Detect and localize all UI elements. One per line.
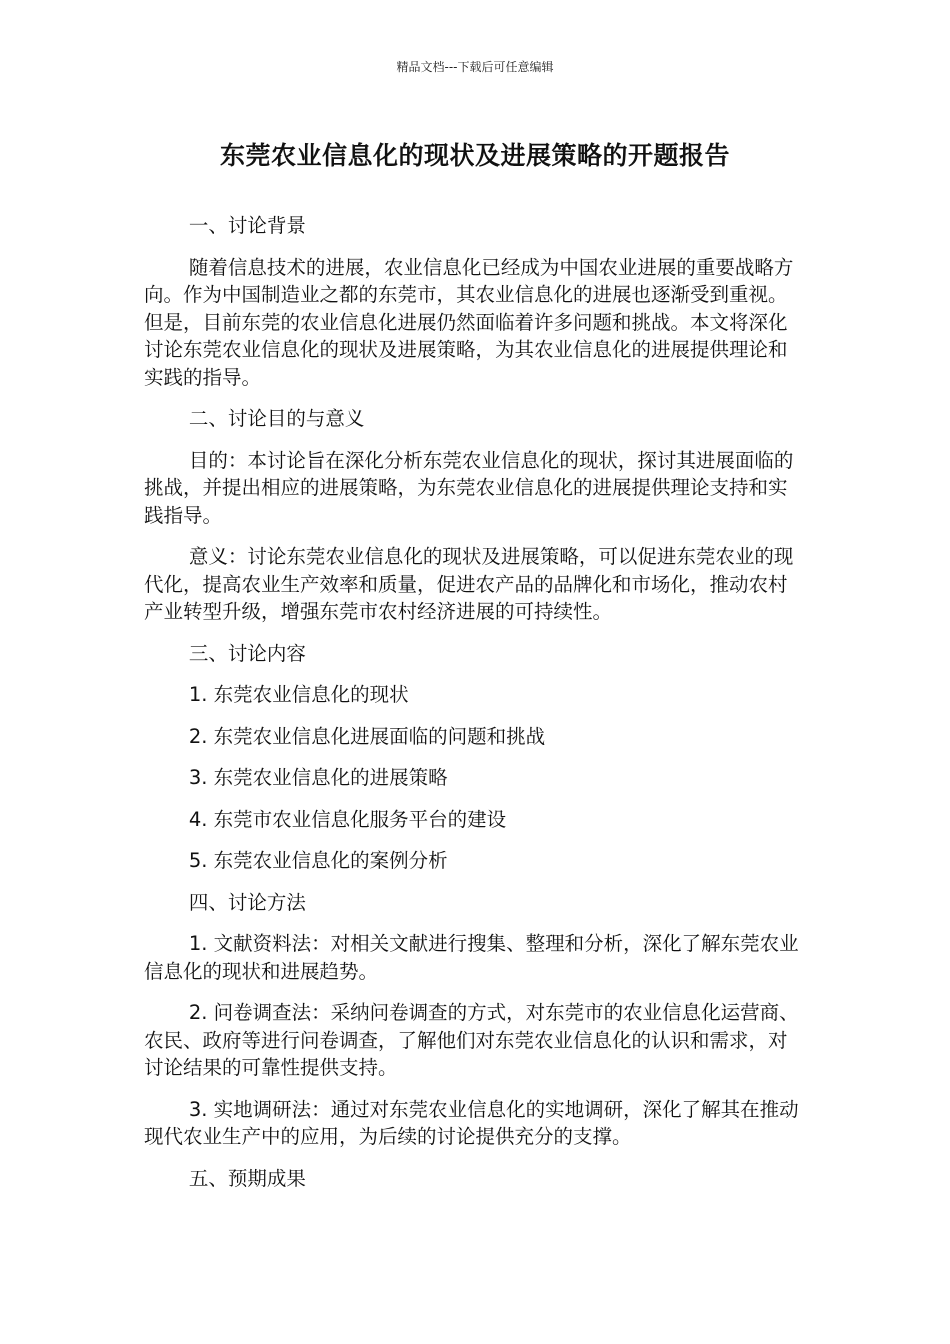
paragraph-significance: 意义：讨论东莞农业信息化的现状及进展策略，可以促进东莞农业的现代化，提高农业生产效率和质量，促进农产品的品牌化和市场化，推动农村产业转型升级，增强东莞市农村经济进展的可持续性。 [144, 545, 794, 623]
method-item: 3. 实地调研法：通过对东莞农业信息化的实地调研，深化了解其在推动现代农业生产中的应用，为后续的讨论提供充分的支撑。 [144, 1097, 799, 1148]
method-item: 1. 文献资料法：对相关文献进行搜集、整理和分析，深化了解东莞农业信息化的现状和进展趋势。 [144, 932, 799, 983]
section-heading-methods: 四、讨论方法 [188, 890, 306, 914]
list-item: 5. 东莞农业信息化的案例分析 [188, 849, 448, 872]
paragraph-background: 随着信息技术的进展，农业信息化已经成为中国农业进展的重要战略方向。作为中国制造业之都的东莞市，其农业信息化的进展也逐渐受到重视。但是，目前东莞的农业信息化进展仍然面临着许多问题和挑战。本文将深化讨论东莞农业信息化的现状及进展策略，为其农业信息化的进展提供理论和实践的指导。 [144, 255, 794, 389]
list-item: 2. 东莞农业信息化进展面临的问题和挑战 [188, 724, 546, 748]
section-heading-purpose: 二、讨论目的与意义 [188, 407, 365, 430]
section-heading-content: 三、讨论内容 [188, 641, 306, 665]
section-heading-background: 一、讨论背景 [188, 214, 306, 237]
page-title: 东莞农业信息化的现状及进展策略的开题报告 [219, 141, 730, 170]
section-heading-outcomes: 五、预期成果 [188, 1166, 306, 1190]
method-item: 2. 问卷调查法：采纳问卷调查的方式，对东莞市的农业信息化运营商、农民、政府等进行问卷调查，了解他们对东莞农业信息化的认识和需求，对讨论结果的可靠性提供支持。 [144, 1001, 799, 1079]
header-note: 精品文档---下载后可任意编辑 [396, 60, 554, 74]
list-item: 1. 东莞农业信息化的现状 [188, 683, 409, 706]
list-item: 3. 东莞农业信息化的进展策略 [188, 766, 448, 789]
list-item: 4. 东莞市农业信息化服务平台的建设 [188, 807, 507, 831]
document-body [144, 212, 806, 1206]
paragraph-purpose: 目的：本讨论旨在深化分析东莞农业信息化的现状，探讨其进展面临的挑战，并提出相应的进展策略，为东莞农业信息化的进展提供理论支持和实践指导。 [144, 448, 794, 527]
